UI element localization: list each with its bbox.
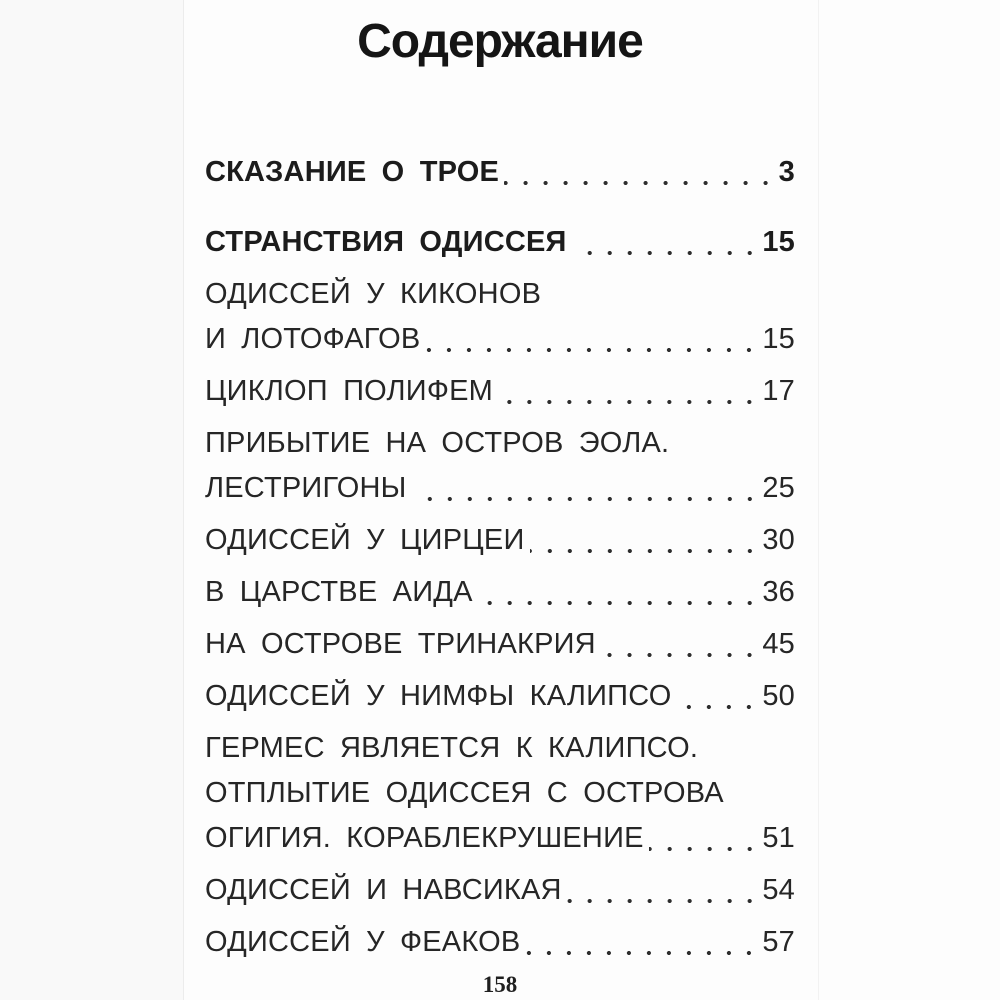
entry-page-number: 57 (762, 926, 795, 958)
toc-entry (205, 570, 795, 615)
dot-leader (676, 674, 762, 719)
entry-last-line (205, 466, 795, 511)
entry-last-line (205, 220, 795, 265)
entry-line: ОТПЛЫТИЕ ОДИССЕЯ С ОСТРОВА (205, 777, 724, 809)
entry-line: ГЕРМЕС ЯВЛЯЕТСЯ К КАЛИПСО. (205, 732, 699, 764)
entry-title: ОДИССЕЙ У ФЕАКОВ (205, 926, 521, 958)
dot-leader (504, 150, 779, 195)
toc-list (205, 150, 795, 965)
entry-page-number: 3 (778, 156, 795, 188)
entry-last-line (205, 674, 795, 719)
entry-page-number: 51 (762, 822, 795, 854)
dot-leader (412, 466, 763, 511)
entry-title: ОДИССЕЙ И НАВСИКАЯ (205, 874, 562, 906)
entry-title: НА ОСТРОВЕ ТРИНАКРИЯ (205, 628, 596, 660)
toc-entry (205, 272, 795, 362)
entry-page-number: 50 (762, 680, 795, 712)
toc-entry (205, 518, 795, 563)
entry-lines (205, 421, 795, 466)
toc-entry (205, 421, 795, 511)
entry-last-line (205, 622, 795, 667)
entry-title: СТРАНСТВИЯ ОДИССЕЯ (205, 226, 567, 258)
entry-title: ОДИССЕЙ У ЦИРЦЕИ (205, 524, 525, 556)
entry-page-number: 36 (762, 576, 795, 608)
entry-page-number: 17 (762, 375, 795, 407)
dot-leader (567, 868, 763, 913)
dot-leader (525, 920, 762, 965)
toc-entry (205, 220, 795, 265)
toc-entry (205, 150, 795, 195)
entry-page-number: 15 (762, 323, 795, 355)
dot-leader (425, 317, 762, 362)
entry-page-number: 25 (762, 472, 795, 504)
entry-line: ОДИССЕЙ У КИКОНОВ (205, 278, 542, 310)
entry-page-number: 54 (762, 874, 795, 906)
entry-title: ОГИГИЯ. КОРАБЛЕКРУШЕНИЕ (205, 822, 644, 854)
entry-title: ОДИССЕЙ У НИМФЫ КАЛИПСО (205, 680, 672, 712)
toc-entry (205, 622, 795, 667)
entry-title: ЦИКЛОП ПОЛИФЕМ (205, 375, 493, 407)
entry-page-number: 15 (762, 226, 795, 258)
dot-leader (530, 518, 763, 563)
entry-lines (205, 272, 795, 317)
entry-page-number: 30 (762, 524, 795, 556)
dot-leader (601, 622, 763, 667)
footer-page-number: 158 (482, 972, 518, 997)
entry-last-line (205, 570, 795, 615)
toc-entry (205, 868, 795, 913)
entry-last-line (205, 150, 795, 195)
entry-line: ПРИБЫТИЕ НА ОСТРОВ ЭОЛА. (205, 427, 670, 459)
toc-entry (205, 674, 795, 719)
entry-last-line (205, 816, 795, 861)
toc-entry (205, 726, 795, 861)
entry-lines (205, 726, 795, 816)
entry-title: В ЦАРСТВЕ АИДА (205, 576, 473, 608)
entry-last-line (205, 518, 795, 563)
dot-leader (498, 369, 762, 414)
toc-entry (205, 369, 795, 414)
dot-leader (649, 816, 763, 861)
entry-last-line (205, 369, 795, 414)
entry-title: И ЛОТОФАГОВ (205, 323, 421, 355)
entry-last-line (205, 317, 795, 362)
entry-page-number: 45 (762, 628, 795, 660)
entry-last-line (205, 868, 795, 913)
page-title: Содержание (357, 15, 643, 68)
dot-leader (478, 570, 763, 615)
toc-entry (205, 920, 795, 965)
entry-last-line (205, 920, 795, 965)
dot-leader (572, 220, 763, 265)
entry-title: ЛЕСТРИГОНЫ (205, 472, 407, 504)
entry-title: СКАЗАНИЕ О ТРОЕ (205, 156, 500, 188)
